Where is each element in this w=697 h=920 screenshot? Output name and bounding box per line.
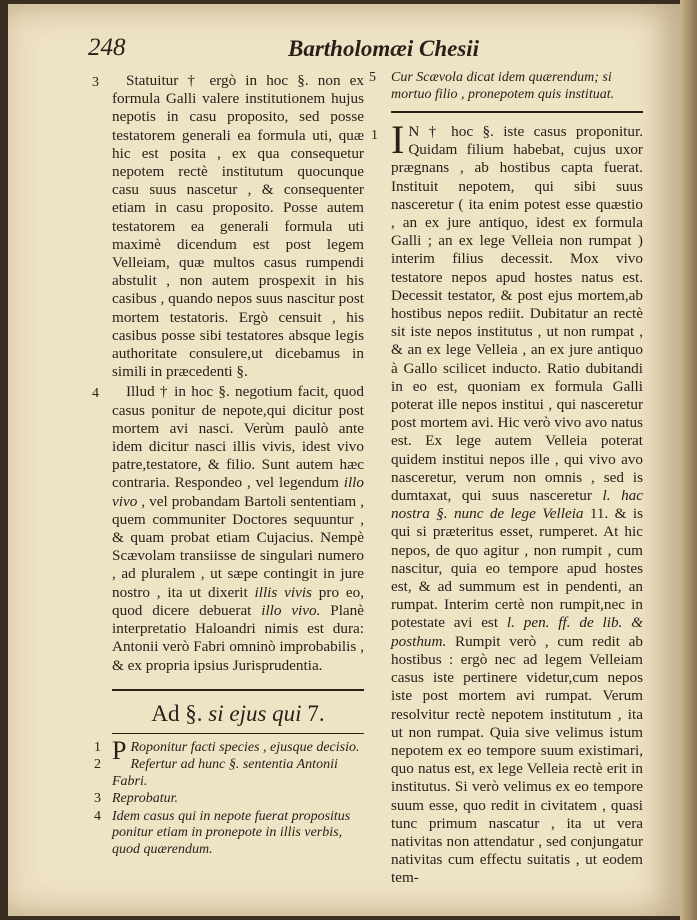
column-rule bbox=[391, 111, 643, 113]
margin-number: 4 bbox=[92, 386, 99, 402]
summary-item: 2 Refertur ad hunc §. sententia Antonii Fabri. bbox=[94, 757, 338, 789]
book-page bbox=[8, 4, 680, 916]
section-title: Ad §. si ejus qui 7. bbox=[151, 700, 325, 726]
paragraph-3: Statuitur † ergò in hoc §. non ex formula Galli valere institutionem hujus nepotis in casu proposito, sed posse testatorem generali ea formula uti, quæ hic est posita , ex qua consequetur nepotem rectè institutum quocunque casu suus nascetur , & consequenter etiam in casu proposito. Posse autem testatorem ea generali formula uti maximè dicendum est post legem Velleiam, quæ multos casus rumpendi abstulit , non autem prospexit in his casibus , quando nepos suus nascitur post mortem testatoris. Ergò censuit , his casibus posse sibi testatores absque legis authoritate consulere,ut dicebamus in simili in præcedenti §. bbox=[112, 72, 364, 381]
paragraph-1: I N † hoc §. iste casus proponitur. Quidam filium habebat, cujus uxor prægnans , ab hostibus capta fuerat. Instituit nepotem, qui sibi suus nasceretur ( ita enim potest esse quæstio , an ex jure antiquo, idest ex formula Galli ; an ex lege Velleia non rumpat ) interim filius decessit. Mox vivo testatore nepos apud hostes natus est. Decessit testator, & post ejus mortem,ab hostibus nepos rediit. Dubitatur an rectè sit iste nepos institutus , ut non rumpat , & an ex lege Velleia , an ex jure antiquo à Gallo scilicet inducto. Ratio dubitandi in eo est, quoniam ex formula Galli poterat ille nepos institui , qui nasceretur post mortem avi. Hic verò vivo avo natus est. Ex lege autem Velleia poterat quidem institui nepos ille , qui vivo avo nasceretur, verum non omnis , sed is dumtaxat, qui suus nasceretur l. hac nostra §. nunc de lege Velleia 11. & is qui si præteritus esset, rumperet. At hic nepos, de quo agitur , non rumpit , cum nascitur, quia eo tempore apud hostes est, & ad summum est in pendenti, an rumpat. Interim certè non rumpit,nec in potestate avi est l. pen. ff. de lib. & posthum. Rumpit verò , cum redit ab hostibus : ergò nec ad legem Velleiam casus iste pertinere videtur,cum nepos iste post mortem avi rumpat. Verum resolvitur rectè nepotem institutum , ita ut non rumpat. Quia sive velimus istum nepotem ex eo tempore suum existimari, quo natus est, ex lege Velleia rectè erit in institutus. Si verò velimus ex eo tempore suum esse, quo redit in civitatem , quasi tunc primum nascatur , ita ut vera nativitas non attendatur , sed conjungatur nativitas cum effectu suitatis , ut eodem tem- bbox=[391, 117, 643, 887]
right-column bbox=[369, 70, 643, 888]
summary-item: 5 Cur Scævola dicat idem quærendum; si mortuo filio , pronepotem quis instituat. bbox=[369, 70, 615, 102]
paragraph-4: Illud † in hoc §. negotium facit, quod casus ponitur de nepote,qui dicitur post mortem avi nasci. Verùm paulò ante idem dicitur nasci illis vivis, idest vivo patre,testatore, & filio. Sunt autem hæc contraria. Respondeo , vel legendum illo vivo , vel probandam Bartoli sententiam , quem communiter Doctores sequuntur , & quam probat etiam Cujacius. Nempè Scævolam transiisse de singulari numero , ad pluralem , ut sæpe contingit in jure nostro , ita ut dixerit illis vivis pro eo, quod dicere debuerat illo vivo. Planè interpretatio Haloandri nimis est dura: Antonii verò Fabri omninò improbabilis , & ex propria ipsius Jurisprudentia. bbox=[112, 383, 364, 674]
summary-item: 3 Reprobatur. bbox=[94, 791, 178, 807]
margin-number: 3 bbox=[92, 75, 99, 90]
page-edge bbox=[680, 0, 697, 920]
summary-rule bbox=[112, 733, 364, 734]
page-header bbox=[88, 30, 648, 66]
summary-item: 4 Idem casus qui in nepote fuerat propositus ponitur etiam in pronepote in illis verbis, quod quærendum. bbox=[94, 808, 351, 857]
page-number: 248 bbox=[88, 34, 126, 61]
left-column bbox=[92, 72, 364, 859]
margin-number: 1 bbox=[371, 128, 378, 143]
running-title: Bartholomæi Chesii bbox=[288, 36, 480, 61]
drop-cap: I bbox=[391, 117, 405, 162]
summary-item: 1 P Roponitur facti species , ejusque decisio. bbox=[94, 735, 360, 765]
summary-list bbox=[94, 735, 364, 859]
section-rule bbox=[112, 689, 364, 691]
